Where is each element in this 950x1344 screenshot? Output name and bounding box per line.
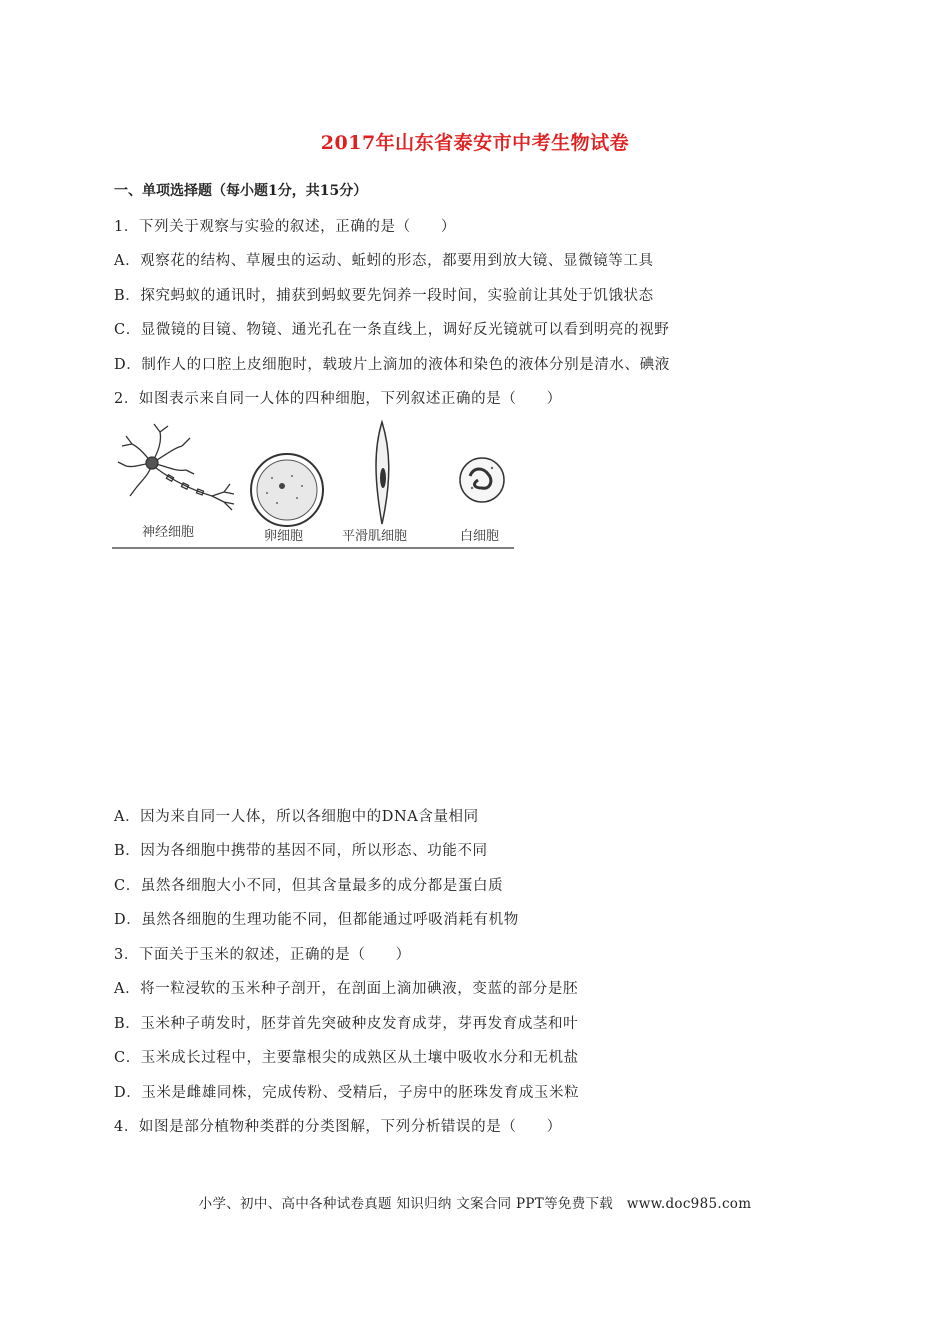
question-1-option-d: D．制作人的口腔上皮细胞时，载玻片上滴加的液体和染色的液体分别是清水、碘液 <box>114 357 670 373</box>
question-4-stem: 4．如图是部分植物种类群的分类图解，下列分析错误的是（ ） <box>114 1119 562 1135</box>
white-blood-cell-drawing <box>460 458 504 502</box>
figure-label-white-blood-cell: 白细胞 <box>460 529 500 544</box>
question-3-stem: 3．下面关于玉米的叙述，正确的是（ ） <box>114 947 411 963</box>
question-2-option-d: D．虽然各细胞的生理功能不同，但都能通过呼吸消耗有机物 <box>114 912 519 928</box>
section-heading: 一、单项选择题（每小题1分，共15分） <box>114 183 368 199</box>
question-1-option-c: C．显微镜的目镜、物镜、通光孔在一条直线上，调好反光镜就可以看到明亮的视野 <box>114 322 670 338</box>
question-1-option-b: B．探究蚂蚁的通讯时，捕获到蚂蚁要先饲养一段时间，实验前让其处于饥饿状态 <box>114 288 654 304</box>
question-2-stem: 2．如图表示来自同一人体的四种细胞，下列叙述正确的是（ ） <box>114 391 562 407</box>
figure-label-neuron: 神经细胞 <box>142 525 195 540</box>
question-3-option-b: B．玉米种子萌发时，胚芽首先突破种皮发育成芽，芽再发育成茎和叶 <box>114 1016 579 1032</box>
question-3-option-c: C．玉米成长过程中，主要靠根尖的成熟区从土壤中吸收水分和无机盐 <box>114 1050 579 1066</box>
neuron-drawing <box>118 424 234 510</box>
cell-figure <box>112 418 517 550</box>
figure-label-egg: 卵细胞 <box>264 529 304 544</box>
egg-cell-drawing <box>251 454 323 526</box>
question-2-option-a: A．因为来自同一人体，所以各细胞中的DNA含量相同 <box>114 809 479 825</box>
smooth-muscle-cell-drawing <box>376 422 389 524</box>
question-2-option-b: B．因为各细胞中携带的基因不同，所以形态、功能不同 <box>114 843 488 859</box>
question-1-stem: 1．下列关于观察与实验的叙述，正确的是（ ） <box>114 219 457 235</box>
page-footer: 小学、初中、高中各种试卷真题 知识归纳 文案合同 PPT等免费下载 www.doc985.com <box>198 1196 752 1212</box>
page-title: 2017年山东省泰安市中考生物试卷 <box>320 132 630 154</box>
question-2-option-c: C．虽然各细胞大小不同，但其含量最多的成分都是蛋白质 <box>114 878 504 894</box>
question-1-option-a: A．观察花的结构、草履虫的运动、蚯蚓的形态，都要用到放大镜、显微镜等工具 <box>114 253 654 269</box>
question-3-option-a: A．将一粒浸软的玉米种子剖开，在剖面上滴加碘液，变蓝的部分是胚 <box>114 981 579 997</box>
question-3-option-d: D．玉米是雌雄同株，完成传粉、受精后，子房中的胚珠发育成玉米粒 <box>114 1085 580 1101</box>
figure-label-smooth-muscle: 平滑肌细胞 <box>342 529 408 544</box>
